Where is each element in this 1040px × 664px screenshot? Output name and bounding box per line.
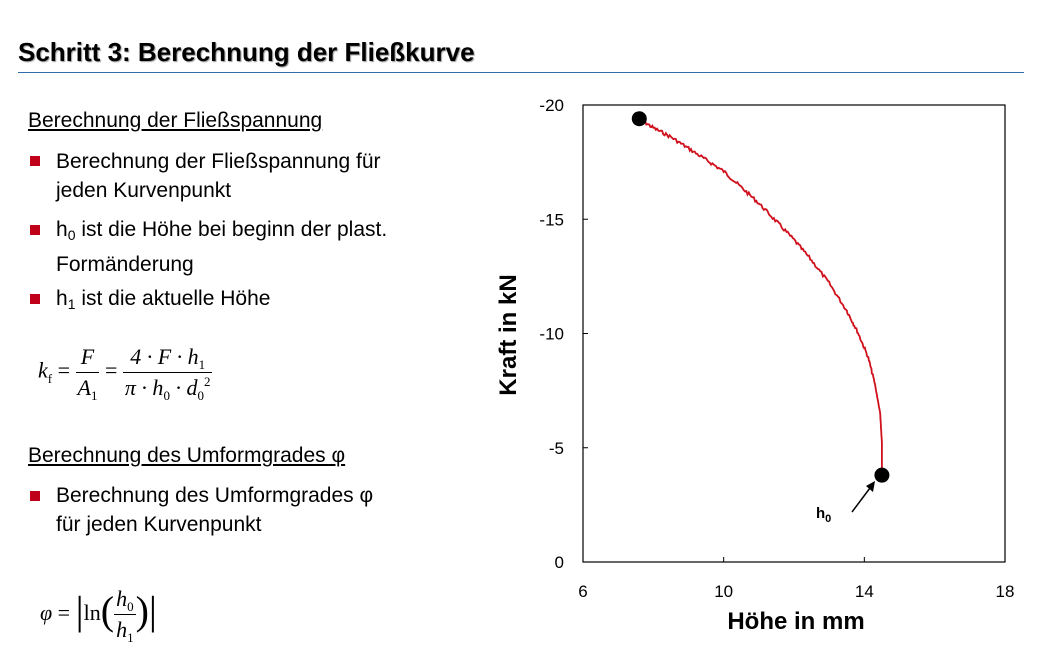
formula-ln: ln	[83, 600, 101, 625]
formula-subscript: 0	[197, 388, 204, 403]
fraction-denominator: A	[77, 375, 91, 400]
y-axis-label: Kraft in kN	[495, 274, 522, 396]
formula-superscript: 2	[203, 374, 211, 389]
fraction-denominator: h	[116, 617, 128, 643]
x-axis-label: Höhe in mm	[727, 608, 865, 635]
formula-subscript: 1	[127, 630, 134, 646]
y-tick-label: -10	[539, 324, 564, 344]
formula-symbol: k	[38, 357, 48, 383]
formula-symbol: φ	[40, 600, 53, 625]
fraction-denominator: π · h	[124, 375, 164, 400]
fraction-numerator: h	[116, 586, 128, 612]
section-heading-umformgrad: Berechnung des Umformgrades φ	[28, 444, 346, 467]
annotation-label: $h_0$	[816, 505, 832, 525]
formula-subscript: f	[47, 370, 53, 386]
formula-subscript: 1	[90, 388, 98, 403]
formula-subscript: 0	[163, 388, 170, 403]
x-tick-label: 6	[578, 582, 588, 601]
abs-bar-right: |	[148, 588, 157, 633]
bullet-line: Berechnung der Fließspannung für	[56, 150, 381, 173]
formula-subscript: 1	[198, 357, 206, 372]
h-symbol: h	[56, 287, 68, 310]
formula-equals: =	[57, 357, 71, 383]
data-point-marker	[632, 111, 647, 126]
section-heading-fliessspannung: Berechnung der Fließspannung	[28, 109, 323, 132]
x-tick-label: 14	[854, 582, 874, 601]
y-tick-label: -5	[548, 438, 564, 458]
h-symbol: h	[56, 218, 68, 241]
x-tick-label: 18	[995, 582, 1015, 601]
y-tick-label: -15	[539, 210, 564, 230]
fraction-numerator: F	[76, 344, 100, 373]
bullet-line: ist die aktuelle Höhe	[75, 287, 271, 310]
plot-frame	[583, 105, 1005, 562]
bullet-line: jeden Kurvenpunkt	[56, 179, 232, 202]
annotation-arrow	[852, 488, 870, 512]
h-subscript: 0	[67, 227, 76, 243]
paren-left: (	[100, 588, 115, 633]
force-curve	[639, 119, 882, 476]
paren-right: )	[135, 588, 149, 633]
bullet-line: Formänderung	[56, 253, 194, 276]
fraction-numerator: 4 · F · h	[130, 344, 199, 369]
formula-subscript: 0	[127, 599, 134, 615]
y-tick-label: -20	[539, 96, 564, 115]
formula-equals: =	[104, 357, 118, 383]
slide-title: Schritt 3: Berechnung der Fließkurve	[18, 37, 475, 67]
y-tick-label: 0	[554, 553, 564, 572]
h-subscript: 1	[67, 296, 76, 312]
x-tick-label: 10	[714, 582, 734, 601]
abs-bar-left: |	[75, 588, 84, 633]
data-point-marker	[874, 468, 889, 483]
bullet-line: Berechnung des Umformgrades φ	[56, 484, 374, 507]
formula-equals: =	[57, 600, 71, 625]
bullet-line: für jeden Kurvenpunkt	[56, 513, 262, 536]
bullet-line: ist die Höhe bei beginn der plast.	[75, 218, 388, 241]
fraction-denominator: · d	[169, 375, 198, 400]
